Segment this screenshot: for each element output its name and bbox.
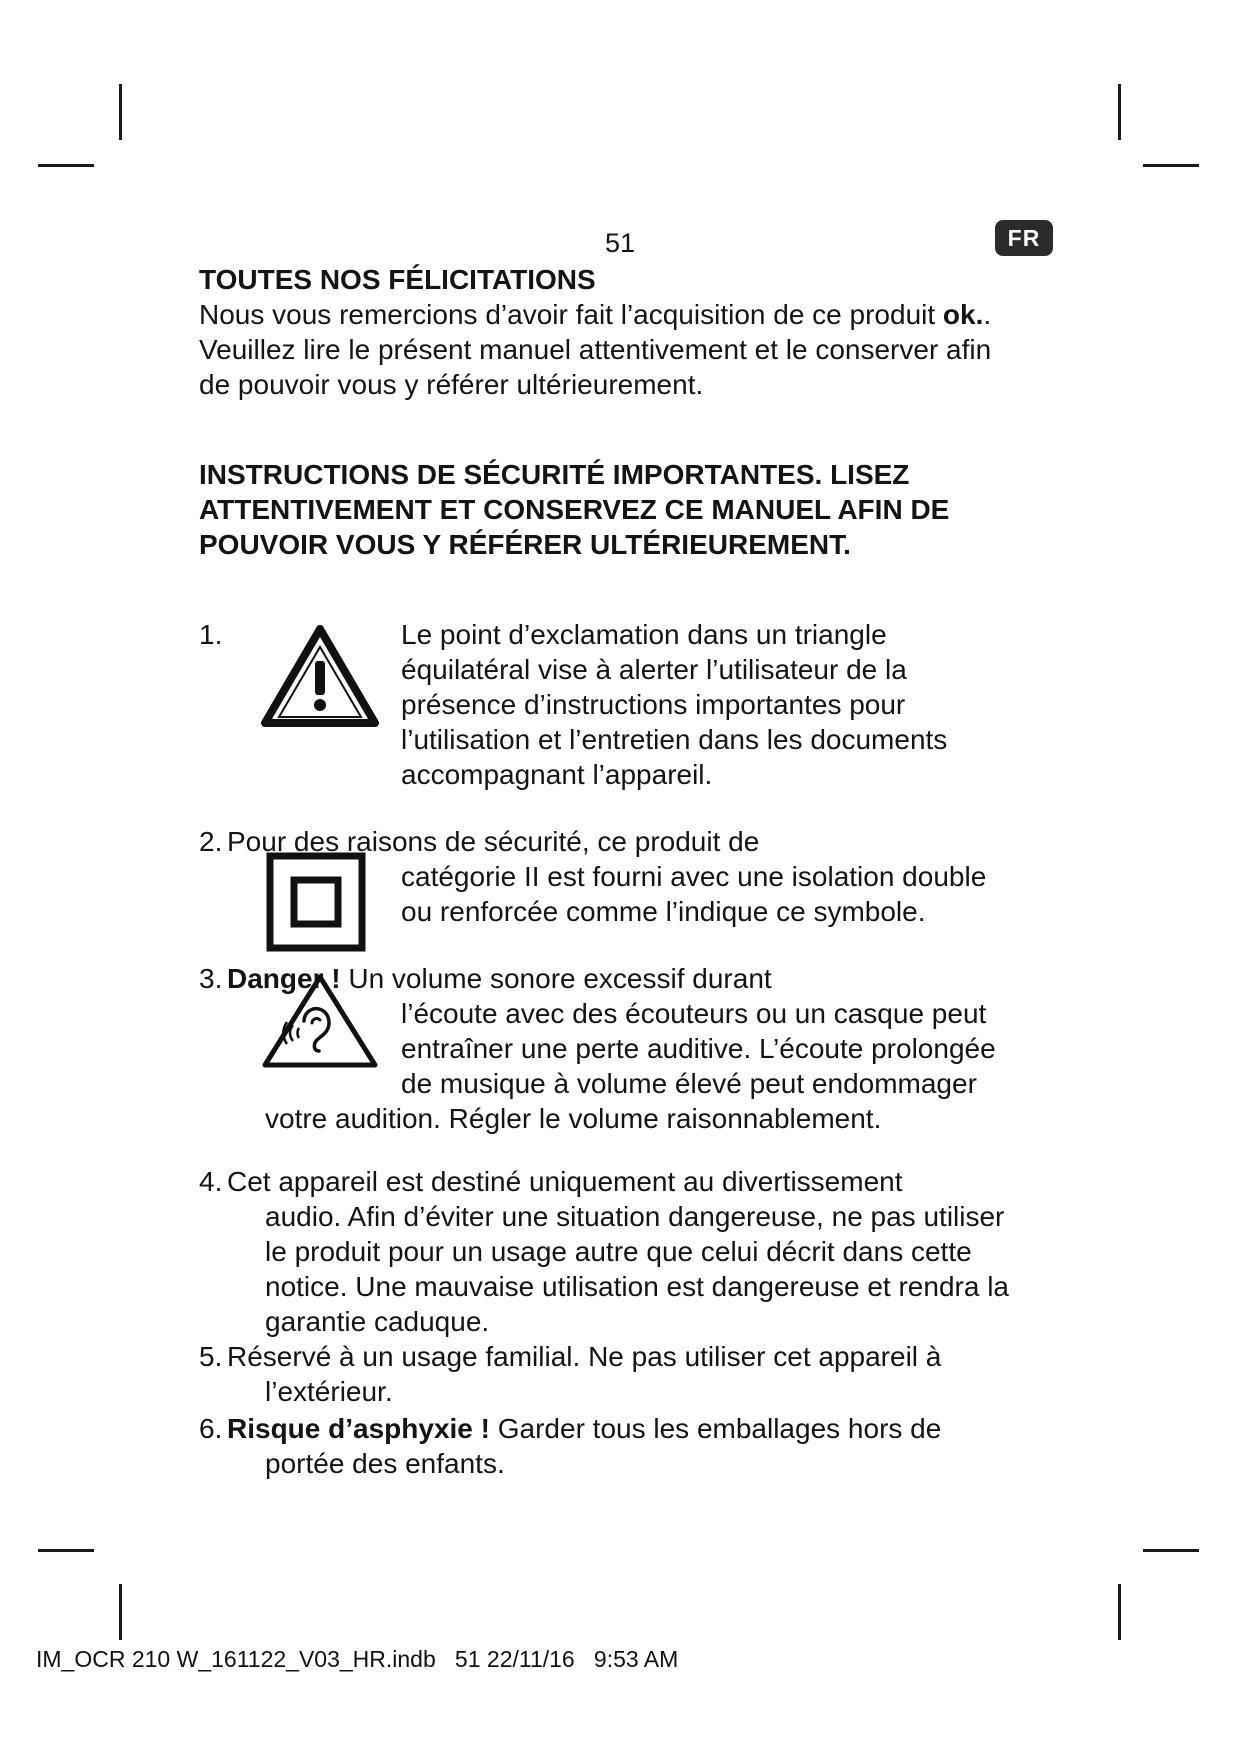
crop-mark-top-right-vertical	[1118, 84, 1121, 140]
item-number: 2.	[199, 826, 223, 857]
language-badge: FR	[995, 220, 1053, 256]
crop-mark-top-left-horizontal	[38, 164, 94, 167]
slug-page: 51	[454, 1646, 481, 1672]
safety-item-4: 4. Cet appareil est destiné uniquement au divertissement audio. Afin d’éviter une situation dangereuse, ne pas utiliser le produit pour un usage autre que celui décrit dans cette notice. Une mauvaise utilisation est dangereuse et rendra la garantie caduque.	[199, 1166, 1009, 1337]
warning-triangle-icon	[261, 625, 379, 727]
congrats-line-1: Nous vous remercions d’avoir fait l’acquisition de ce produit ok..	[199, 299, 992, 330]
safety-item-2: 2. Pour des raisons de sécurité, ce produit de catégorie II est fourni avec une isolation double ou renforcée comme l’indique ce symbole.	[199, 824, 1059, 929]
item-number: 1.	[199, 619, 223, 650]
item-number: 5.	[199, 1341, 223, 1372]
congrats-line-2: Veuillez lire le présent manuel attentivement et le conserver afin	[199, 334, 992, 365]
crop-mark-bottom-left-vertical	[119, 1584, 122, 1640]
crop-mark-bottom-right-horizontal	[1143, 1549, 1199, 1552]
item-number: 4.	[199, 1166, 223, 1197]
suffocation-risk-label: Risque d’asphyxie !	[227, 1413, 490, 1444]
page-number: 51	[605, 228, 636, 258]
manual-content	[199, 262, 1059, 1481]
item-number: 3.	[199, 963, 223, 994]
safety-item-1: 1. Le point d’exclamation dans un triangle équilatéral vise à alerter l’utilisateur de la présence d’instructions importantes pour l’utilisation et l’entretien dans les documents accompagnant l’appareil.	[199, 619, 948, 790]
safety-item-5: 5. Réservé à un usage familial. Ne pas utiliser cet appareil à l’extérieur.	[199, 1341, 942, 1407]
item-number: 6.	[199, 1413, 223, 1444]
safety-heading-line-2: ATTENTIVEMENT ET CONSERVEZ CE MANUEL AFIN DE	[199, 494, 950, 525]
double-insulation-icon	[266, 852, 366, 952]
slug-date: 22/11/16	[486, 1646, 575, 1672]
safety-item-3: 3. Danger ! Un volume sonore excessif durant l’écoute avec des écouteurs ou un casque peut entraîner une perte auditive. L’écoute prolongée de musique à volume élevé peut endommager votre audition. Régler le volume raisonnablement.	[199, 963, 996, 1134]
crop-mark-top-right-horizontal	[1143, 164, 1199, 167]
safety-item-6: 6. Risque d’asphyxie ! Garder tous les emballages hors de portée des enfants.	[199, 1413, 942, 1479]
crop-mark-bottom-right-vertical	[1118, 1584, 1121, 1640]
hearing-warning-icon	[261, 973, 379, 1069]
crop-mark-top-left-vertical	[119, 84, 122, 140]
brand-name: ok.	[942, 299, 984, 330]
safety-heading-line-3: POUVOIR VOUS Y RÉFÉRER ULTÉRIEUREMENT.	[199, 529, 851, 560]
slug-file: IM_OCR 210 W_161122_V03_HR.indb	[36, 1646, 436, 1672]
congrats-line-3: de pouvoir vous y référer ultérieurement.	[199, 369, 704, 400]
print-slug	[36, 1646, 678, 1673]
safety-heading-line-1: INSTRUCTIONS DE SÉCURITÉ IMPORTANTES. LISEZ	[199, 459, 910, 490]
slug-time: 9:53 AM	[593, 1646, 679, 1672]
crop-mark-bottom-left-horizontal	[38, 1549, 94, 1552]
danger-label: Danger !	[227, 963, 341, 994]
congratulations-heading: TOUTES NOS FÉLICITATIONS	[199, 264, 596, 295]
